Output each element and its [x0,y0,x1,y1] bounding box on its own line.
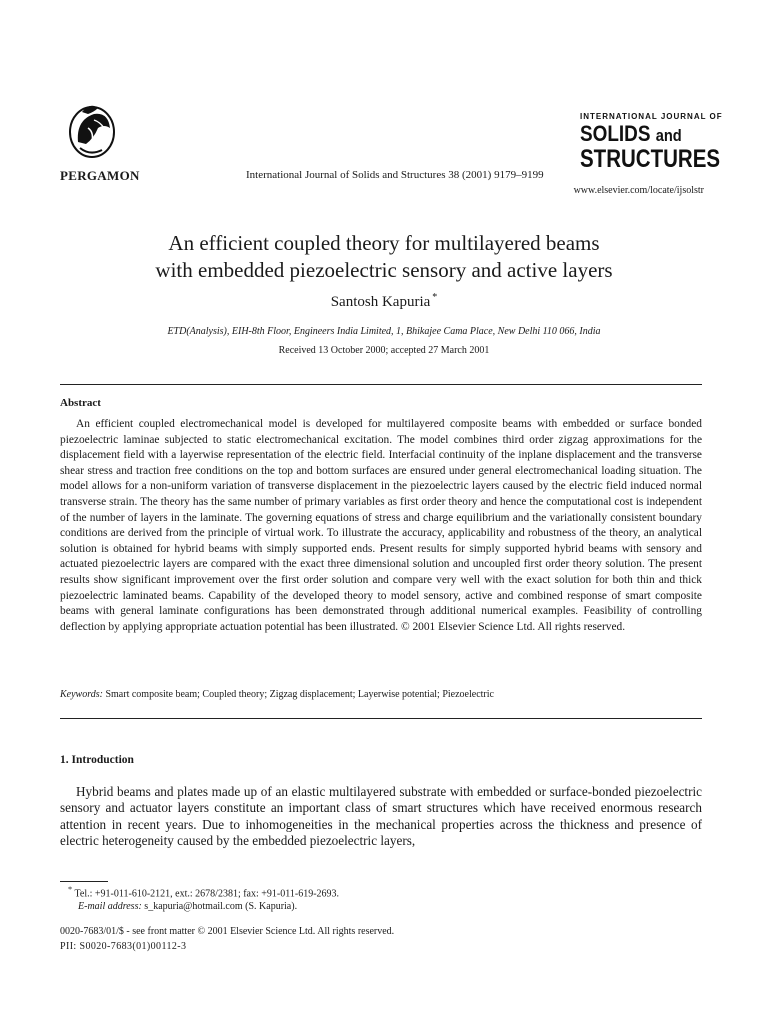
abstract-heading: Abstract [60,397,101,409]
journal-url[interactable]: www.elsevier.com/locate/ijsolstr [573,185,704,196]
journal-masthead-structures: STRUCTURES [580,145,721,173]
received-dates: Received 13 October 2000; accepted 27 March 2001 [278,345,490,356]
keywords-list: Smart composite beam; Coupled theory; Zigzag displacement; Layerwise potential; Piezoelectric [105,689,494,700]
footnote-rule [60,881,108,882]
keywords-line [60,689,702,700]
footnote-contact-text: Tel.: +91-011-610-2121, ext.: 2678/2381; fax: +91-011-619-2693. [74,888,340,900]
author-affiliation: ETD(Analysis), EIH-8th Floor, Engineers India Limited, 1, Bhikajee Cama Place, New Delhi 110 066, India [167,326,601,337]
keywords-label: Keywords: [60,689,103,700]
publisher-name: PERGAMON [60,168,140,183]
introduction-body: Hybrid beams and plates made up of an elastic multilayered substrate with embedded or surface-bonded piezoelectric sensory and actuator layers constitute an important class of smart structures which have received enormous research attention in recent years. Due to inhomogeneities in the mechanical properties across the thickness and presence of electric heterogeneity caused by the embedded piezoelectric layers, [60,784,702,849]
journal-masthead-and: and [655,126,682,145]
footnote-mark: * [68,885,73,894]
article-title-line-2: with embedded piezoelectric sensory and active layers [155,258,613,282]
author-footnote-mark[interactable]: * [432,292,438,303]
footnote-email-address[interactable]: s_kapuria@hotmail.com (S. Kapuria). [144,901,298,912]
article-title [60,230,708,284]
journal-masthead [580,112,723,173]
pii-line: PII: S0020-7683(01)00112-3 [60,941,187,952]
footnote-contact [68,885,710,899]
pergamon-helmet-logo-icon [64,98,120,162]
journal-masthead-solids: SOLIDS [580,121,651,146]
divider-top [60,384,702,385]
section-heading-introduction: 1. Introduction [60,754,134,766]
divider-bottom [60,718,702,719]
author-line [60,292,708,311]
abstract-body: An efficient coupled electromechanical model is developed for multilayered composite beams with embedded or surface bonded piezoelectric laminae subjected to static electromechanical excitation. The model combines third order zigzag approximations for the displacement field with a layerwise representation of the electric field. Interfacial continuity of the inplane displacement and the transverse shear stress and traction free conditions on the top and bottom surfaces are ensured under general electromechanical loading situation. The model allows for a non-uniform variation of transverse displacement in the piezoelectric layers caused by the electric field induced normal transverse strain. The theory has the same number of primary variables as first order theory and hence the computational cost is independent of the number of layers in the laminate. The governing equations of stress and charge equilibrium and the variationally consistent boundary conditions are derived from the principle of virtual work. To illustrate the accuracy, applicability and robustness of the theory, an analytical solution is obtained for hybrid beams with simply supported ends. Present results for simply supported hybrid beams with sensory and actuated piezoelectric layers are compared with the exact three dimensional solution and uncoupled first order theory solution. The present results show significant improvement over the first order solution and compare very well with the exact solution for both thin and thick piezoelectric laminated beams. Capability of the developed theory to model sensory, active and combined response of smart composite beams with general laminate configurations has been demonstrated through additional numerical examples. Feasibility of controlling deflection by applying appropriate actuation potential has been illustrated. © 2001 Elsevier Science Ltd. All rights reserved. [60,418,702,633]
journal-masthead-solids-line [580,123,687,147]
journal-citation: International Journal of Solids and Structures 38 (2001) 9179–9199 [246,169,544,181]
footnote-email [78,901,720,912]
article-title-line-1: An efficient coupled theory for multilayered beams [168,231,600,255]
footnote-email-label: E-mail address: [78,901,142,912]
journal-masthead-top: INTERNATIONAL JOURNAL OF [580,112,723,121]
front-matter-line: 0020-7683/01/$ - see front matter © 2001 Elsevier Science Ltd. All rights reserved. [60,926,395,937]
author-name: Santosh Kapuria [330,294,431,310]
